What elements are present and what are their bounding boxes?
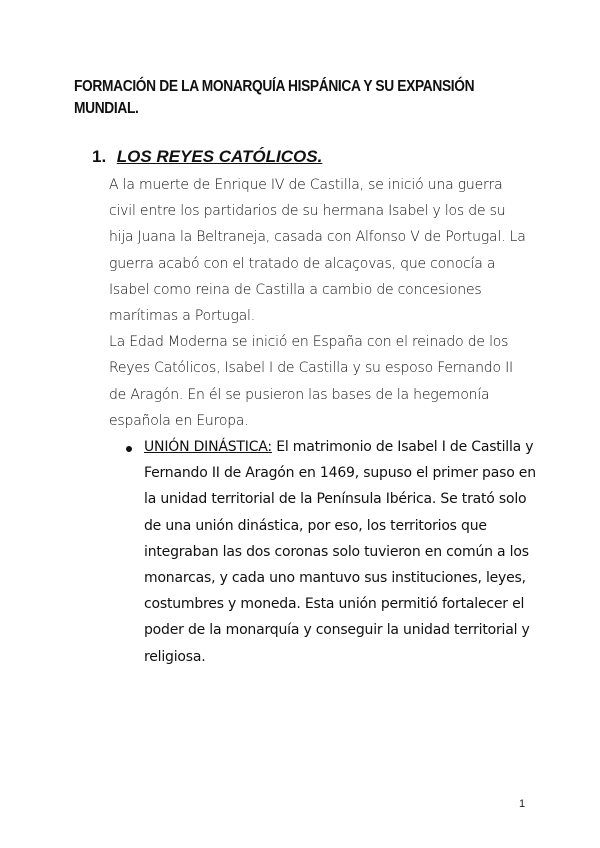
section-heading-text: LOS REYES CATÓLICOS. xyxy=(116,147,323,166)
document-title: FORMACIÓN DE LA MONARQUÍA HISPÁNICA Y SU EXPANSIÓN MUNDIAL. xyxy=(74,78,475,117)
bullet-label: UNIÓN DINÁSTICA: xyxy=(144,439,272,455)
bullet-dot-icon xyxy=(126,446,132,452)
section-body xyxy=(109,172,529,434)
page-number: 1 xyxy=(519,798,526,810)
bullet-text: El matrimonio de Isabel I de Castilla y Fernando II de Aragón en 1469, supuso el primer paso en la unidad territorial de la Península Ibérica. Se trató solo de una unión dinástica, por eso, los territorios que integraban las dos coronas solo tuvieron en común a los monarcas, y cada uno mantuvo sus instituciones, leyes, costumbres y moneda. Esta unión permitió fortalecer el poder de la monarquía y conseguir la unidad territorial y religiosa. xyxy=(144,439,536,665)
paragraph-2: La Edad Moderna se inició en España con el reinado de los Reyes Católicos, Isabel I de Castilla y su esposo Fernando II de Aragón. En él se pusieron las bases de la hegemonía española en Europa. xyxy=(109,334,513,429)
bullet-text-block xyxy=(144,434,536,670)
section-number: 1. xyxy=(92,147,107,166)
section-heading xyxy=(92,146,322,168)
paragraph-1: A la muerte de Enrique IV de Castilla, se inició una guerra civil entre los partidarios de su hermana Isabel y los de su hija Juana la Beltraneja, casada con Alfonso V de Portugal. La guerra acabó con el tratado de alcaçovas, que conocía a Isabel como reina de Castilla a cambio de concesiones marítimas a Portugal. xyxy=(109,177,526,325)
